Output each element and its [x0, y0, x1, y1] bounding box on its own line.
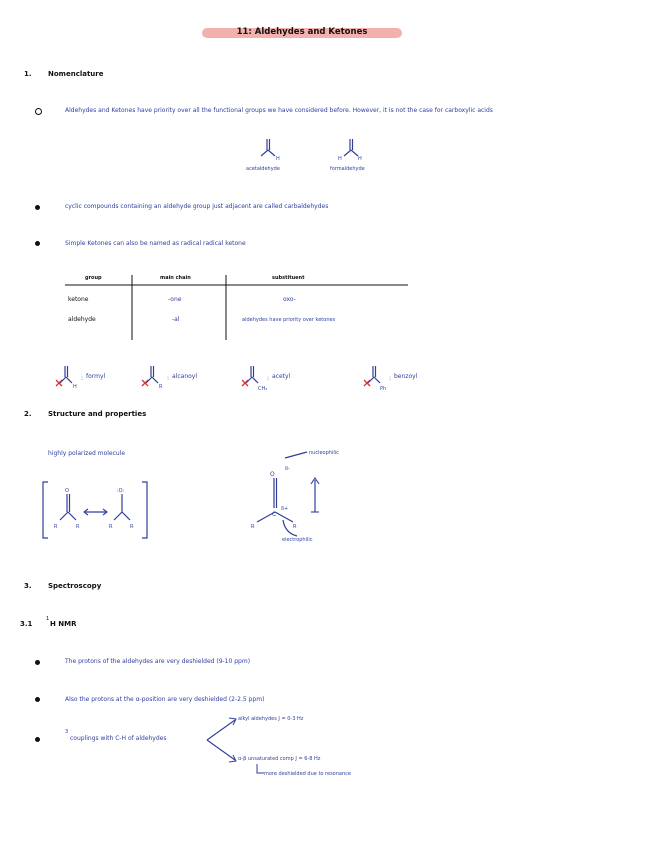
acyl-alcanoyl: alcanoyl — [172, 373, 198, 380]
bullet-dot — [35, 737, 40, 742]
nomenclature-bullet-2: cyclic compounds containing an aldehyde group just adjacent are called carbaldehydes — [65, 203, 329, 210]
coupling-resonance-note: more deshielded due to resonance — [264, 771, 351, 777]
table-cell-ketone: ketone — [68, 296, 89, 303]
svg-text:H: H — [358, 156, 362, 162]
nmr-bullet-3: couplings with C-H of aldehydes — [70, 735, 167, 742]
svg-text:R: R — [159, 384, 163, 390]
svg-text:R: R — [293, 524, 297, 530]
formaldehyde-label: formaldehyde — [330, 166, 365, 172]
table-cell-al: -al — [172, 316, 180, 323]
section-1-number: 1. — [24, 70, 32, 78]
svg-text:H: H — [338, 156, 342, 162]
table-header-group: group — [85, 275, 102, 281]
svg-text:O: O — [65, 488, 69, 494]
resonance-diagram — [40, 478, 160, 544]
coupling-unsaturated: α-β unsaturated comp J = 6-8 Hz — [238, 756, 321, 762]
acyl-formyl: formyl — [86, 373, 106, 380]
svg-text:CH₃: CH₃ — [258, 386, 268, 392]
acetaldehyde-label: acetaldehyde — [246, 166, 280, 172]
svg-text:R: R — [130, 524, 134, 530]
svg-text:H: H — [276, 156, 280, 162]
nucleophilic-label: nucleophilic — [309, 450, 339, 456]
table-header-main-chain: main chain — [160, 275, 191, 281]
svg-text:Ph: Ph — [380, 386, 387, 392]
coupling-alkyl: alkyl aldehydes J = 0-3 Hz — [238, 716, 304, 722]
structure-subtitle: highly polarized molecule — [48, 450, 126, 457]
bullet-dot — [35, 660, 40, 665]
nomenclature-bullet-1: Aldehydes and Ketones have priority over all the functional groups we have considered before. However, it is not the case for carboxylic acids — [65, 107, 493, 114]
bullet-circle — [35, 108, 42, 115]
svg-text::: : — [167, 375, 170, 382]
bullet-dot — [35, 697, 40, 702]
superscript-one: 1 — [46, 616, 50, 622]
section-1-heading: Nomenclature — [48, 70, 104, 78]
svg-text:H: H — [73, 384, 77, 390]
svg-text::: : — [81, 375, 84, 382]
page-title: 11: Aldehydes and Ketones — [236, 27, 368, 37]
svg-text:C: C — [272, 511, 277, 518]
svg-text:R: R — [251, 524, 255, 530]
table-cell-one: -one — [168, 296, 182, 303]
svg-text:δ-: δ- — [285, 466, 290, 472]
nomenclature-table-lines — [60, 270, 420, 345]
section-3-heading: Spectroscopy — [48, 582, 102, 590]
bullet-dot — [35, 241, 40, 246]
svg-text::: : — [267, 375, 270, 382]
table-cell-aldehyde: aldehyde — [68, 316, 96, 323]
table-cell-priority-note: aldehydes have priority over ketones — [242, 317, 336, 323]
svg-text:R: R — [76, 524, 80, 530]
bullet-dot — [35, 205, 40, 210]
svg-text::O:: :O: — [117, 488, 125, 494]
section-2-heading: Structure and properties — [48, 410, 147, 418]
table-cell-oxo: oxo- — [283, 296, 296, 303]
svg-text:R: R — [54, 524, 58, 530]
svg-text:δ+: δ+ — [281, 506, 289, 512]
svg-text:O: O — [270, 471, 275, 478]
acyl-acetyl: acetyl — [272, 373, 291, 380]
section-2-number: 2. — [24, 410, 32, 418]
section-3-1-number: 3.1 — [20, 620, 33, 628]
nmr-bullet-2: Also the protons at the α-position are very deshielded (2-2.5 ppm) — [65, 696, 265, 703]
electrophilic-label: electrophilic — [282, 537, 313, 543]
table-header-substituent: substituent — [272, 275, 305, 281]
svg-text::: : — [389, 375, 392, 382]
acyl-benzoyl: benzoyl — [394, 373, 418, 380]
polarized-carbonyl-diagram — [245, 448, 335, 538]
nmr-bullet-1: The protons of the aldehydes are very deshielded (9-10 ppm) — [65, 658, 251, 665]
section-3-1-heading: H NMR — [50, 620, 77, 628]
svg-text:R: R — [109, 524, 113, 530]
superscript-three: 3 — [65, 729, 69, 735]
section-3-number: 3. — [24, 582, 32, 590]
nomenclature-bullet-3: Simple Ketones can also be named as radical radical ketone — [65, 240, 246, 247]
